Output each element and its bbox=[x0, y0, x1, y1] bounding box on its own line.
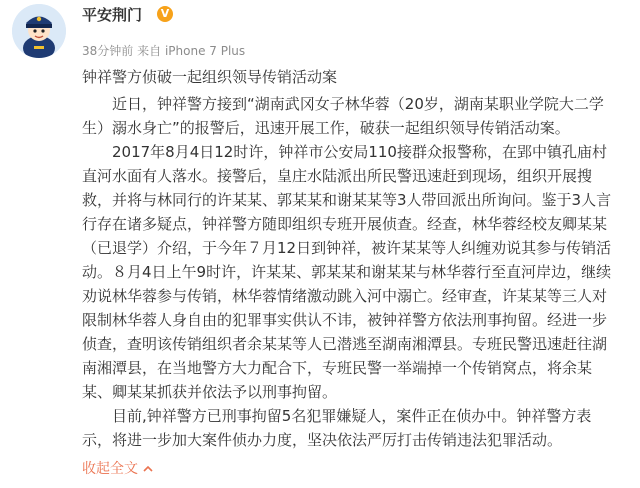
chevron-up-icon bbox=[142, 463, 154, 475]
post-body bbox=[82, 92, 612, 452]
post-meta bbox=[82, 42, 245, 59]
account-name[interactable]: 平安荆门 bbox=[82, 6, 143, 24]
post-paragraph: 2017年8月4日12时许，钟祥市公安局110接群众报警称，在郢中镇孔庙村直河水面有人落水。接警后，皇庄水陆派出所民警迅速赶到现场，组织开展搜救，并将与林同行的许某某、郭某某和谢某某等3人带回派出所询问。鉴于3人言行存在诸多疑点，钟祥警方随即组织专班开展侦查。经查，林华蓉经校友卿某某（已退学）介绍，于今年７月12日到钟祥，被许某某等人纠缠劝说其参与传销活动。８月4日上午9时许，许某某、郭某某和谢某某与林华蓉行至直河岸边，继续劝说林华蓉参与传销，林华蓉情绪激动跳入河中溺亡。经审查，许某某等三人对限制林华蓉人身自由的犯罪事实供认不讳，被钟祥警方依法刑事拘留。经进一步侦查，查明该传销组织者余某某等人已潜逃至湖南湘潭县。专班民警迅速赶往湖南湘潭县，在当地警方大力配合下，专班民警一举端掉一个传销窝点，将余某某、卿某某抓获并依法予以刑事拘留。 bbox=[82, 143, 612, 401]
source-prefix: 来自 bbox=[137, 44, 162, 58]
police-mascot-icon bbox=[12, 4, 66, 58]
post-source[interactable]: iPhone 7 Plus bbox=[164, 44, 246, 58]
post-time[interactable]: 38分钟前 bbox=[82, 44, 134, 58]
post-paragraph: 目前,钟祥警方已刑事拘留5名犯罪嫌疑人，案件正在侦办中。钟祥警方表示，将进一步加大案件侦办力度，坚决依法严厉打击传销违法犯罪活动。 bbox=[82, 407, 592, 449]
collapse-label: 收起全文 bbox=[82, 461, 138, 477]
collapse-full-text-button[interactable] bbox=[82, 458, 154, 478]
verified-badge-icon: V bbox=[157, 6, 173, 22]
account-avatar[interactable] bbox=[12, 4, 66, 58]
post-paragraph: 近日，钟祥警方接到“湖南武冈女子林华蓉（20岁，湖南某职业学院大二学生）溺水身亡”的报警后，迅速开展工作，破获一起组织领导传销活动案。 bbox=[82, 95, 604, 137]
post-title: 钟祥警方侦破一起组织领导传销活动案 bbox=[82, 68, 338, 86]
